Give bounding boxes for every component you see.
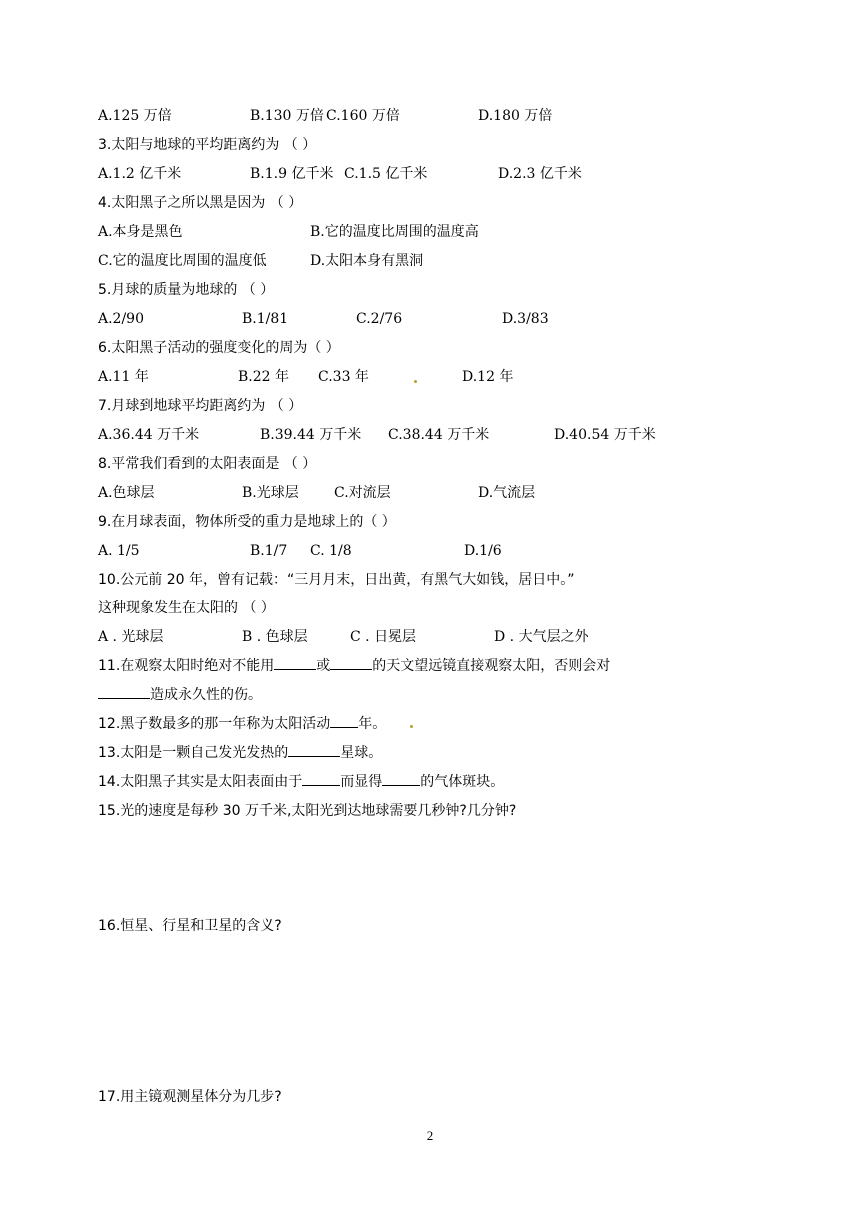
q6-options bbox=[98, 365, 798, 389]
q14-blank-1[interactable] bbox=[302, 770, 340, 786]
q3-options bbox=[98, 162, 798, 186]
q11-question-cont bbox=[98, 683, 262, 707]
q2-option-a: A.125 万倍 bbox=[98, 108, 172, 124]
q5-option-d: D.3/83 bbox=[502, 311, 549, 327]
q4-options-row1 bbox=[98, 220, 798, 244]
q8-option-d: D.气流层 bbox=[478, 485, 536, 501]
q4-question: 4.太阳黑子之所以黑是因为 （ ） bbox=[98, 195, 303, 211]
q10-question-cont: 这种现象发生在太阳的 （ ） bbox=[98, 600, 275, 616]
q6-question: 6.太阳黑子活动的强度变化的周为（ ） bbox=[98, 340, 340, 356]
q5-options bbox=[98, 307, 798, 331]
q4-option-a: A.本身是黑色 bbox=[98, 224, 183, 240]
q13-question bbox=[98, 741, 382, 765]
q2-option-c: C.160 万倍 bbox=[326, 108, 400, 124]
q13-text-2: 星球。 bbox=[340, 745, 383, 761]
q13-text-1: 13.太阳是一颗自己发光发热的 bbox=[98, 745, 289, 761]
q9-option-b: B.1/7 bbox=[250, 543, 288, 559]
q14-text-2: 而显得 bbox=[340, 774, 383, 790]
q3-option-a: A.1.2 亿千米 bbox=[98, 166, 182, 182]
q2-options bbox=[98, 104, 798, 128]
q16-question: 16.恒星、行星和卫星的含义? bbox=[98, 918, 282, 934]
q9-option-a: A. 1/5 bbox=[98, 543, 140, 559]
q11-blank-1[interactable] bbox=[274, 654, 316, 670]
q15-question: 15.光的速度是每秒 30 万千米,太阳光到达地球需要几秒钟?几分钟? bbox=[98, 803, 517, 819]
q14-text-1: 14.太阳黑子其实是太阳表面由于 bbox=[98, 774, 303, 790]
q8-option-c: C.对流层 bbox=[334, 485, 391, 501]
q14-question bbox=[98, 770, 504, 794]
q3-option-c: C.1.5 亿千米 bbox=[344, 166, 428, 182]
q2-option-b: B.130 万倍 bbox=[250, 108, 324, 124]
q13-blank[interactable] bbox=[288, 741, 340, 757]
q12-text-2: 年。 bbox=[358, 716, 387, 732]
q9-options bbox=[98, 539, 798, 563]
q8-option-a: A.色球层 bbox=[98, 485, 155, 501]
q7-option-a: A.36.44 万千米 bbox=[98, 427, 200, 443]
q11-blank-3[interactable] bbox=[98, 683, 150, 699]
q8-question: 8.平常我们看到的太阳表面是 （ ） bbox=[98, 456, 317, 472]
q5-question: 5.月球的质量为地球的 （ ） bbox=[98, 282, 275, 298]
q10-question: 10.公元前 20 年，曾有记载：“三月月末，日出黄，有黑气大如钱，居日中。” bbox=[98, 572, 575, 588]
q11-text-2: 或 bbox=[316, 658, 331, 674]
q17-question: 17.用主镜观测星体分为几步? bbox=[98, 1089, 282, 1105]
q6-option-a: A.11 年 bbox=[98, 369, 149, 385]
q5-option-c: C.2/76 bbox=[356, 311, 403, 327]
q12-question bbox=[98, 712, 386, 736]
q6-option-c: C.33 年 bbox=[318, 369, 369, 385]
q12-blank[interactable] bbox=[330, 712, 358, 728]
q10-option-a: A . 光球层 bbox=[98, 629, 164, 645]
q4-option-b: B.它的温度比周围的温度高 bbox=[310, 224, 479, 240]
q10-option-b: B . 色球层 bbox=[242, 629, 308, 645]
q9-option-c: C. 1/8 bbox=[310, 543, 352, 559]
q7-option-b: B.39.44 万千米 bbox=[260, 427, 362, 443]
q9-question: 9.在月球表面，物体所受的重力是地球上的（ ） bbox=[98, 514, 396, 530]
q2-option-d: D.180 万倍 bbox=[478, 108, 553, 124]
q7-options bbox=[98, 423, 798, 447]
q11-text-4: 造成永久性的伤。 bbox=[150, 687, 262, 703]
q11-question bbox=[98, 654, 610, 678]
q3-option-b: B.1.9 亿千米 bbox=[250, 166, 334, 182]
q10-option-c: C . 日冕层 bbox=[350, 629, 417, 645]
q12-text-1: 12.黑子数最多的那一年称为太阳活动 bbox=[98, 716, 331, 732]
q4-options-row2 bbox=[98, 249, 798, 273]
q4-option-c: C.它的温度比周围的温度低 bbox=[98, 253, 267, 269]
page-number: 2 bbox=[426, 1128, 434, 1143]
q9-option-d: D.1/6 bbox=[464, 543, 502, 559]
q5-option-a: A.2/90 bbox=[98, 311, 144, 327]
stray-dot bbox=[414, 380, 417, 383]
q5-option-b: B.1/81 bbox=[242, 311, 289, 327]
q14-text-3: 的气体斑块。 bbox=[420, 774, 505, 790]
q11-blank-2[interactable] bbox=[330, 654, 372, 670]
q7-question: 7.月球到地球平均距离约为 （ ） bbox=[98, 398, 303, 414]
q6-option-d: D.12 年 bbox=[462, 369, 514, 385]
q3-option-d: D.2.3 亿千米 bbox=[498, 166, 582, 182]
q7-option-c: C.38.44 万千米 bbox=[388, 427, 490, 443]
q3-question: 3.太阳与地球的平均距离约为 （ ） bbox=[98, 137, 317, 153]
q10-option-d: D . 大气层之外 bbox=[494, 629, 589, 645]
stray-dot bbox=[410, 725, 413, 728]
q8-options bbox=[98, 481, 798, 505]
q11-text-3: 的天文望远镜直接观察太阳，否则会对 bbox=[372, 658, 611, 674]
q6-option-b: B.22 年 bbox=[238, 369, 290, 385]
q4-option-d: D.太阳本身有黑洞 bbox=[310, 253, 424, 269]
q7-option-d: D.40.54 万千米 bbox=[554, 427, 656, 443]
q14-blank-2[interactable] bbox=[382, 770, 420, 786]
q10-options bbox=[98, 625, 798, 649]
q8-option-b: B.光球层 bbox=[242, 485, 299, 501]
q11-text-1: 11.在观察太阳时绝对不能用 bbox=[98, 658, 275, 674]
